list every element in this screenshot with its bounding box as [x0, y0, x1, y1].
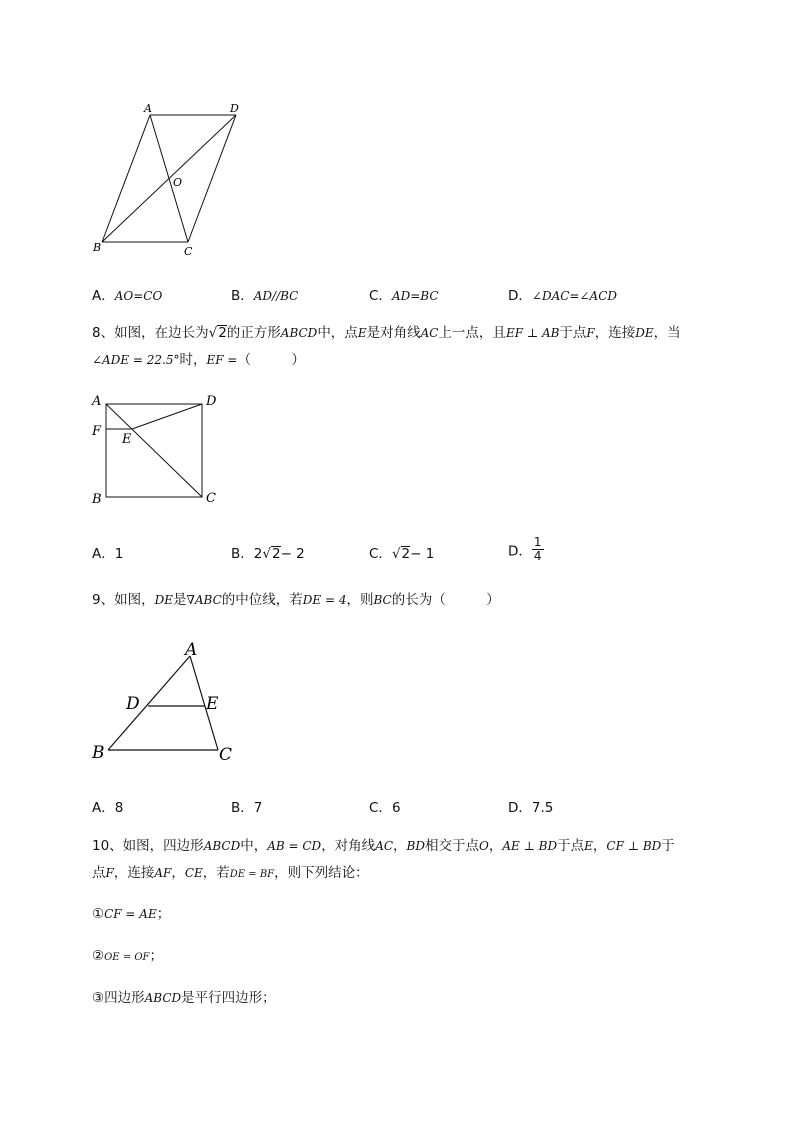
q8-option-a-text: 1	[114, 546, 124, 562]
fig9-label-a: A	[185, 640, 198, 660]
q9-number: 9、	[92, 592, 115, 608]
q8-option-b-coef: 2	[253, 546, 263, 562]
q10-text: 中，	[240, 838, 268, 854]
fig7-label-o: O	[173, 176, 183, 189]
q8-option-d-letter: D．	[508, 543, 532, 560]
q9-option-c	[369, 796, 401, 816]
q8-option-c: C．√2− 1	[369, 546, 435, 562]
fig8-label-f: F	[92, 424, 102, 439]
q8-de: DE	[635, 326, 654, 340]
q9-option-d-text: 7.5	[531, 800, 554, 816]
q7-option-b-text: AD//BC	[253, 289, 299, 303]
q10-conclusion-2	[92, 947, 163, 967]
q8-sqrt2: √2	[208, 325, 227, 341]
q9-de: DE	[154, 593, 173, 607]
q10-text: 相交于点	[425, 838, 479, 854]
fig9-label-e: E	[206, 694, 219, 714]
q10-text: 10、如图，四边形	[92, 838, 204, 854]
q9-option-b-letter: B．	[231, 800, 254, 816]
q8-option-a	[92, 542, 123, 562]
q8-option-c-radicand: 2	[401, 546, 411, 562]
fig7-label-b: B	[93, 241, 102, 254]
q7-option-b-letter: B．	[231, 288, 254, 304]
fig8-label-d: D	[206, 394, 217, 409]
q8-text: ，连接	[594, 325, 636, 341]
q10-e: E	[584, 839, 593, 853]
q9-text: 如图，	[114, 592, 155, 608]
q9-option-b	[231, 796, 262, 816]
q10-text: 于	[661, 838, 675, 854]
fig8-label-e: E	[122, 432, 132, 447]
q8-option-b-radicand: 2	[271, 546, 281, 562]
q9-option-d	[508, 796, 553, 816]
q8-text: 是对角线	[366, 325, 421, 341]
q8-abcd: ABCD	[280, 326, 318, 340]
q8-option-b: B．2√2− 2	[231, 546, 305, 562]
q8-f: F	[586, 326, 595, 340]
q9-text: 的长为（ ）	[391, 592, 500, 608]
q8-option-d-fraction	[532, 536, 544, 563]
q10-ce: CE	[184, 866, 203, 880]
fig7-label-a: A	[144, 102, 152, 115]
fig8-label-c: C	[206, 491, 216, 506]
q10-perp2: CF ⊥ BD	[606, 839, 662, 853]
q10-text: 点	[92, 865, 106, 881]
q10-c1-text: CF = AE	[104, 907, 157, 921]
q8-text: 上一点，且	[438, 325, 506, 341]
q10-text: ，对角线	[321, 838, 376, 854]
q9-figure	[88, 636, 248, 768]
fig9-label-c: C	[219, 745, 233, 765]
q10-f: F	[105, 866, 114, 880]
q10-text: ，	[488, 838, 503, 854]
q10-text: ，则下列结论：	[274, 865, 369, 881]
q9-option-b-text: 7	[253, 800, 263, 816]
q7-option-a-letter: A．	[92, 288, 115, 304]
q7-option-c-letter: C．	[369, 288, 392, 304]
fig8-label-b: B	[92, 492, 102, 507]
q8-text: ，当	[653, 325, 681, 341]
q8-sqrt2-radicand: 2	[218, 325, 227, 341]
q8-option-a-letter: A．	[92, 546, 115, 562]
q10-line-1	[92, 837, 675, 855]
q8-number: 8、	[92, 325, 115, 341]
q8-e: E	[357, 326, 367, 340]
q10-c3-text: 四边形	[104, 990, 145, 1006]
fig8-label-a: A	[92, 394, 102, 409]
q8-ac: AC	[420, 326, 439, 340]
q9-triangle: ∇ABC	[186, 593, 222, 607]
q8-option-c-letter: C．	[369, 546, 392, 562]
q10-o: O	[479, 839, 489, 853]
q9-option-a-letter: A．	[92, 800, 115, 816]
q10-c1-mark: ①	[92, 906, 105, 922]
q9-option-c-letter: C．	[369, 800, 392, 816]
q9-line-1	[92, 591, 500, 609]
q8-option-d-numerator: 1	[533, 535, 542, 549]
q8-line-1	[92, 324, 681, 342]
q9-option-a-text: 8	[114, 800, 124, 816]
q8-line-2	[92, 351, 305, 369]
q7-option-a-text: AO=CO	[114, 289, 163, 303]
q10-abcd: ABCD	[203, 839, 241, 853]
q10-bd: BD	[406, 839, 425, 853]
q10-c3-text: 是平行四边形；	[181, 990, 276, 1006]
q7-option-a	[92, 284, 162, 304]
q9-bc: BC	[373, 593, 392, 607]
q7-option-c	[369, 284, 439, 304]
q10-text: 于点	[557, 838, 585, 854]
q9-text: 是	[172, 592, 187, 608]
q10-text: ，	[393, 838, 407, 854]
q7-option-d-letter: D．	[508, 288, 532, 304]
fig9-label-b: B	[92, 743, 105, 763]
q9-option-a	[92, 796, 123, 816]
q10-text: ，若	[202, 865, 230, 881]
q10-eq1: AB = CD	[267, 839, 322, 853]
q8-figure	[88, 390, 228, 510]
q10-line-2	[92, 864, 369, 884]
q8-text: 于点	[559, 325, 587, 341]
q8-ef: EF =	[206, 353, 238, 367]
q8-option-b-tail: − 2	[280, 546, 305, 562]
q10-text: ，连接	[113, 865, 155, 881]
q10-c3-mark: ③	[92, 990, 105, 1006]
q8-text: 如图，在边长为	[114, 325, 209, 341]
q10-conclusion-3	[92, 989, 276, 1007]
q9-text: ，则	[346, 592, 374, 608]
q9-text: 的中位线，若	[221, 592, 303, 608]
q10-c2-mark: ②	[92, 948, 105, 964]
q8-option-c-tail: − 1	[410, 546, 435, 562]
q8-option-b-letter: B．	[231, 546, 254, 562]
fig7-label-d: D	[230, 102, 239, 115]
q10-perp1: AE ⊥ BD	[502, 839, 558, 853]
q7-option-d-text: ∠DAC=∠ACD	[531, 289, 618, 303]
q8-answer-blank: （ ）	[237, 352, 305, 368]
fig9-label-d: D	[126, 694, 140, 714]
q10-text: ，	[171, 865, 185, 881]
q10-af: AF	[154, 866, 172, 880]
q8-angle: ∠ADE = 22.5°	[92, 353, 180, 367]
q7-figure	[88, 100, 248, 260]
q10-c2-text: OE = OF	[104, 952, 150, 963]
q10-c3-abcd: ABCD	[144, 991, 182, 1005]
q10-conclusion-1	[92, 905, 170, 923]
q9-option-d-letter: D．	[508, 800, 532, 816]
q8-option-d-denominator: 4	[533, 549, 542, 563]
q9-eq: DE = 4	[302, 593, 347, 607]
fig7-label-c: C	[184, 245, 193, 258]
q10-c2-end: ；	[149, 948, 163, 964]
q10-eq2: DE = BF	[229, 869, 275, 880]
q8-text: 中，点	[317, 325, 358, 341]
q10-c1-end: ；	[156, 906, 171, 922]
q7-option-b	[231, 284, 298, 304]
q8-ef-perp-ab: EF ⊥ AB	[505, 326, 560, 340]
q8-text: 时，	[179, 352, 207, 368]
q8-text: 的正方形	[226, 325, 281, 341]
q9-option-c-text: 6	[391, 800, 401, 816]
q7-option-d	[508, 284, 617, 304]
q10-text: ，	[592, 838, 607, 854]
q8-option-d	[508, 536, 544, 563]
q10-ac: AC	[375, 839, 394, 853]
q7-option-c-text: AD=BC	[391, 289, 439, 303]
